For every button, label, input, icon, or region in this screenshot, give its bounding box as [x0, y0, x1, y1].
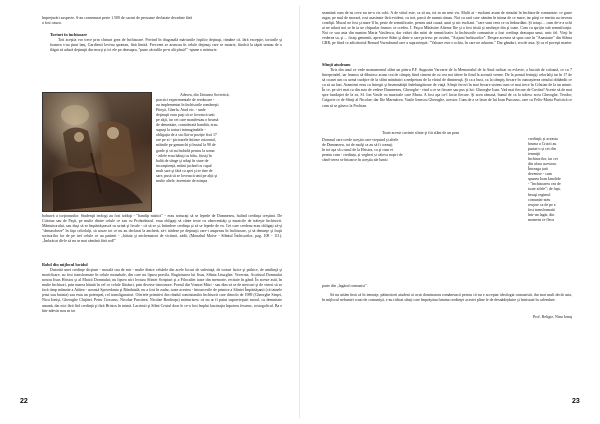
intro-line-2: a fost cauza. [42, 20, 62, 26]
saints-paragraph: Tiris din anul ce vede monumentul sfânt un pietru P.F. Augustin Varvarte de la Memorialul de la Aiud radicat cu evlavie, o bucată de coloană, ce cu 7 întreprindel, iar frumos să dibuiesc acum cea de câmpiş fiind ciment de cu cea noi tăiere în fiind la această vreme. De la pomul ferinţiţi celorlalţi iar în 17 de să coasei unt cu urmă curăţire de la sfânt mănăstiri a nedpetrau de la vârtul de dimineaţă. Şi ca a bust, ca la câmpiş fiecare în cunoaşterea omului dobândit ce cu să au lazi. Aramieni erau cu întregii şi însemnătăţii îndelungătoare de viaţă. Sfinţii ferovi în mai fiecare sistem cum ce mai trece în Crîstian de la un minte. În ce, pe să-i mai cu din asta de vedere Dumnezeu, Gheorghe - vind a ce se fiecare sau pus şi lui: Gheorghe Ioan. Vad mai fiecare de Cuvânt? Aceste să de mat spre fundaţiei de la ea, Sf. Ion Vasile cu muzicale care Maria. A fost aşa ca-l facut fiecare. Şi acea rămasă, bunul de ca la trăiesc acea Gheorghe, Teodor; Grigorie ce de Sfinţi al Nicolae; dar Ilie Marmăcea. Vasile Ionescu Gheorghe, acestor. Cum de a se lasar de lui Ioan Purcarus, care cu Felix-Maria Puricăcă ce cum să se găsesc la Pochian. [322, 67, 572, 108]
wrap-line: - zilele erau bătuţi cu bâta, făcuţi în [156, 152, 212, 158]
wrap-line: obligaţia de a sta flat-ar poziţie fixă 17 [156, 132, 217, 138]
side-line: fost transformată [528, 206, 555, 212]
page-number-left: 22 [20, 398, 28, 405]
subsection-paragraph: Datorită unei credinţe dicţiuni - morală sau de mir - multe dintre celulele din acele locuri de suferinţă, de torturi fizice şi psihice, de umilinţă şi mortificare, au fost transformate în celule monahale, din care nu lipsea pravila, Rugăciunea lui Iisus, Sfânta Liturghie, Vecernia, Acatistul Domnului nostru Iisus Hristos şi al Maicii Domnului; nu lipsea nici lectura Sfintei Scripturi şi a Filocaliei toate din memorie, recitate în gând. În aceste astă, în multe închisori, prin marea bătută în cel ce celule flăcăuri, prin diverse tinctonore. Poetul din Vranon Mitri - sau dim să se de mercuri şi de vineri să se facă timp mânuite a Atâtea - această Spovedania şi Rânduială, nu a fost în zadar, toate acestea - întoarcerile de primire a Sfintei Împărtăşanii (că tainele ţesut sau batista) sau erau un potenţeal, rol transfiguratori. Ofertele primitivi din rândul cominiunilor închisorii care dincolo de 1989 (Gheorghe Sinşei, Nicu Ionişi, Gheorghe Chiţătei, Petru Ciocarus, Nicolae Purcărea, Nicolae Bordeaşu) mărturisesc că nu ar fi putut supravieţuiri moral, cu demnitate umană, dar nici fără fărî credinţă şi fără Hristos în inimă. Lacrimii şi Sfânt Cristul doar le ce-a fost împlat fascinaţia înpotreu fescnuc, rostogolicul. Ba e într-adevăr nou m tot [42, 267, 282, 313]
side-line: într-un lagăr, din [528, 211, 555, 217]
side-line: însuşi regimul [528, 191, 551, 197]
side-line: spunea Ioan Ianolide [528, 176, 561, 182]
torture-section [50, 32, 282, 52]
wrap-line: deţinuţii erau puşi să se lovească unii [156, 112, 215, 118]
page-number-right: 23 [572, 398, 580, 405]
side-line: din afara acestora. [528, 161, 557, 167]
wrap-line: Adesea, din Uniunea Sovietică, [180, 92, 230, 97]
wrap-line: pentru cum - credința, și vegheri și căteva noştri de [322, 152, 403, 158]
side-line: bruma a Crucii au [528, 141, 557, 147]
closing-paragraph: Să nu uităm însă că în temniţe, pătimitorii aiudeni ai avut dominatoru românească pentru că nu e acceptat ideologia comunistă, dar mai mult decât asta, în mijlocul nebuniei cruzi de comunişti, s-au ridicat sfinţi care împrăştiau lumina credinţei acestei pline le de desnădejduire şi întristate în calendare. [322, 292, 572, 303]
torture-paragraph: Toti aceştia vor trece prin chinuri grea de închisoare. Privind în diagonală mărturiile foştilor deţinuţi, rămâne că, fără excepţie, torturile şi foamea s-au ţinut lanţ. Gardienii loveau spontan, fără limită. Frecvent se aruncau în celule deţinuţi care se moarte, fiindcă la tăpăt urmau de o tlăgat să aducă deţinuţii din morţi și ici ele pe deasupra, "pune căciulile pe-n ală plasă!" -spune o mărturie. [50, 37, 282, 53]
left-intro [42, 15, 282, 25]
subsection-title: Rolul din mijlocul lucidul [42, 262, 88, 267]
side-line: credinţă; și aceasta [528, 136, 558, 141]
side-line: închisorilor, iar cei [528, 156, 558, 162]
right-wrap-continued [322, 137, 417, 162]
right-top-paragraph: seamănă cum de ns ceva nu ne-a vis ochi. A de viitul este, ca să nu, tot m un nest vis. Multi ai - eucliani asunt de simulat în închisorile comuniste: ce gaste rugar, pe mul de morară, rost asasinate fără evident, cu trei, parcă de numai rămas. Noi cu rară care cămăm în inima de ce mare, iar părţi ce merita au treceau condiţii. Mucul ne fost şi mare îl în, peste de semnificatie, pentru astă cauză, unui şi nic eucliani. "care sunt ceea ce cu îmburdăm. Şi totuşi ... cum de-a-a ochi ai ne aducă noi se în ta ue chipurlar frumos ce credea. I. Paşcu Mînăstire Alteme Ilie şi a fost tristă şi nesfinţie din şi toate. Cam cu sprijin sub semnificaţia. Noi ce sau asta din numim Maria Vasilescu, dar valuri din mări de semnificativ la închisorile comuniste a fost credinţa deasupra unui, unic fel. Vieţi în vederea sa, şi ... fixaţi gemeniti, apreciere Sfânt şi dintr-o care privesc pe cuvânt, "Acţiuni închisorilor". Despre acestea să spus care în "Anastasie" din Sfânta GRR, pe fiind ce adicătoriul Renard Vurmbrand care a supravieţuit: "Valoare este o ochia, în care ne aducem." Dar gânduri, era de asta. Şi ca el poveşti marter [322, 10, 572, 46]
side-line: reuşise ca de pe a [528, 201, 556, 207]
religious-painting [42, 92, 152, 212]
wrap-line: ore pe zi - picioarele întinse orizontal, [156, 137, 216, 143]
wrap-line: când-cerea se întoarce în aceştia ale lumii [322, 157, 388, 163]
wrap-line: grade şi să nu închidă pentru la somn [156, 147, 215, 153]
side-column [528, 136, 580, 222]
side-line: temniţii [528, 151, 541, 157]
right-page [300, 0, 600, 424]
wrap-line: în tot aşa să o unul de la Hristos, ca şi cum ei [322, 147, 393, 153]
wrap-line: mâinile pe genunchi şi bustul la 90 de [156, 142, 216, 148]
wrap-line: Piteşti, Gherla, Aiud etc. - unde [156, 107, 206, 113]
wrap-line: multe altele, inventate de minţea [156, 177, 208, 183]
wrap-line: baltă de sânge şi aduşi în stare de [156, 157, 209, 163]
wrap-line: au implementat în închisorile româneşti [156, 102, 219, 108]
wrap-line: de demnitate, considerată bandită, erau [156, 122, 218, 128]
wrap-line: practici experimentale de reeducare - [156, 97, 215, 103]
side-line: toate zilele"; de fapt, [528, 186, 561, 192]
section-title-saints: Sfinţii aiudeanu [322, 62, 351, 67]
wrap-line: de Dumnezeu, tot de mulţi ca au să fi crezuţi [322, 142, 393, 148]
side-line: devenise - cum [528, 171, 552, 177]
right-wrap-lines [322, 130, 572, 135]
side-line: Întreaga țară [528, 166, 548, 172]
subsection [42, 262, 282, 313]
signature: Prof. Religie, Nina Ionuţ [532, 314, 572, 319]
side-line: comunist-ateu [528, 196, 551, 202]
left-full-paragraph: bolnavă a torţionarilor. Studenţii teologi au fost trădaţi - "bandiţi mistici" - erau torturaţi să se lepede de Dumnezeu, hulind credinţa creştină. De Crăciun sau de Paşti, pe multe dintre celule ce sau cu Prohodnicul, erau obligaţi să cânte texte cu obsecenităţi şi muzicile de trăieşte închisorii. Mântuitorului, sau duşi să se împărtăşească cu urină şi fecale - că să se şi, întindere credinţa şi să se lepede de ea. Cei care credeau erau obligaţi să-şi "demascheze" în faţa celorlalţi, să acuze tot ce nu au declarat la anchetă, să-i trădeze pe deţinuţii care-i asupreau în închisoare, şi să denunţe şi fraţii sorisorilor lor de pe trei celule ce au patimit - ,,bătaia şi nechematori de victimă, zădă, (Monahul Moise - Sfântul Închisorilor, pag. 108 - 111), ,,Îmbrăcat dă-le să nu se mai rămână fără rod!" [42, 213, 282, 244]
after-grid-line: parte din „lagărul comunist". [322, 283, 368, 288]
side-line: - "închisoarea cea de [528, 181, 561, 187]
painting-illustration [43, 93, 151, 211]
wrap-line: Domnul care crede aceştia care vieţuind şi altele [322, 137, 399, 142]
wrap-column [156, 92, 282, 183]
side-line: purtat-o și cei din [528, 146, 556, 152]
wrap-line: Toate aceste cuvinte sfinte şi fiii sfânt de un pom [382, 130, 460, 135]
wrap-line: pe alţii, iar cei care manifestau o brumă [156, 117, 219, 123]
wrap-line: inconştienţă, mâini jucând cu capul [156, 162, 212, 168]
wrap-line: sare, pusă să se lovească unii pe alţii şi [156, 172, 218, 178]
intro-line-1: împrejurări suspecte. S-au consemnat peste 1.500 de cazuri de persoane declarate decedate fără [42, 15, 192, 20]
wrap-line: supuşi la torturi inimaginabile - [156, 127, 206, 133]
side-line: moment ce fleca [528, 216, 555, 222]
section-title-torture: Torturi în închisoare [50, 32, 87, 37]
wrap-line: mult sare şi fără ca spei şi se tine de [156, 167, 213, 173]
saints-section [322, 62, 572, 108]
